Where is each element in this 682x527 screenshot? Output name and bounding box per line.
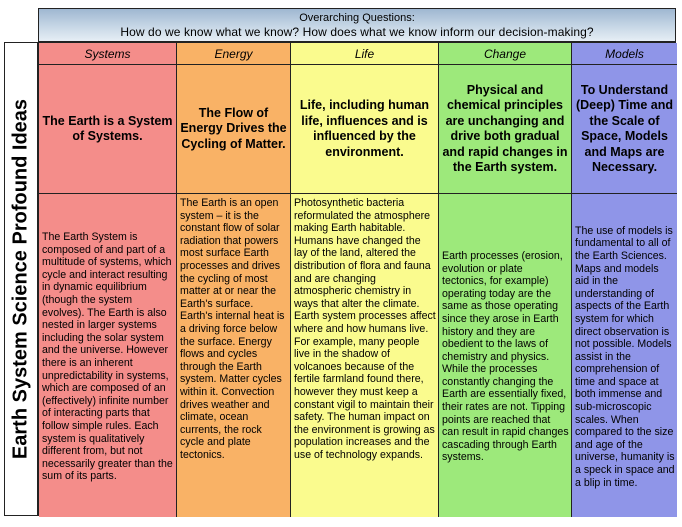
concept-energy bbox=[177, 65, 291, 194]
column-header-energy: Energy bbox=[177, 43, 291, 65]
description-change bbox=[439, 194, 572, 517]
concept-life bbox=[291, 65, 439, 194]
concept-systems bbox=[39, 65, 177, 194]
concept-text: Life, including human life, influences and is influenced by the environment. bbox=[299, 98, 430, 159]
header-questions: How do we know what we know? How does what we know inform our decision-making? bbox=[120, 25, 594, 39]
column-header-change: Change bbox=[439, 43, 572, 65]
description-text: Earth processes (erosion, evolution or plate tectonics, for example) operating today are the same as those operating since they arose in Earth history and they are obedient to the laws of chemistry and physics. While the processes constantly changing the Earth are essentially fixed, their rates are not. Tipping points are reached that can result in rapid changes cascading through Earth systems. bbox=[442, 249, 569, 464]
description-models bbox=[572, 194, 677, 517]
description-text: Photosynthetic bacteria reformulated the atmosphere making Earth habitable. Humans have changed the lay of the land, altered the distribution of flora and fauna and are changing atmospheric chemistry in ways that alter the climate. Earth system processes affect where and how humans live. For example, many people live in the shadow of volcanoes because of the fertile farmland found there, however they must keep a constant vigil to maintain their safety. The human impact on the environment is growing as population increases and the use of technology expands. bbox=[294, 197, 436, 461]
side-title: Earth System Science Profound Ideas bbox=[9, 98, 32, 460]
concept-text: The Flow of Energy Drives the Cycling of Matter. bbox=[180, 105, 287, 151]
concept-change bbox=[439, 65, 572, 194]
concept-models bbox=[572, 65, 677, 194]
concept-text: Physical and chemical principles are unchanging and drive both gradual and rapid changes in the Earth system. bbox=[442, 82, 568, 174]
description-text: The Earth System is composed of and part of a multitude of systems, which cycle and interact resulting in dynamic equilibrium (though the system evolves). The Earth is also nested in larger systems including the solar system and the universe. However there is an inherent unpredictability in systems, which are composed of an (effectively) infinite number of interacting parts that follow simple rules. Each system is qualitatively different from, but not necessarily greater than the sum of its parts. bbox=[42, 231, 173, 483]
description-systems bbox=[39, 194, 177, 517]
description-energy bbox=[177, 194, 291, 517]
overarching-questions-header bbox=[38, 8, 676, 42]
description-text: The Earth is an open system – it is the constant flow of solar radiation that powers most surface Earth processes and drives the cycling of most matter at or near the Earth's surface. Earth's internal heat is a driving force below the surface. Energy flows and cycles through the Earth system. Matter cycles within it. Convection drives weather and climate, ocean currents, the rock cycle and plate tectonics. bbox=[180, 197, 285, 461]
side-title-box bbox=[4, 42, 38, 516]
column-header-life: Life bbox=[291, 43, 439, 65]
profound-ideas-table bbox=[38, 42, 676, 516]
column-header-models: Models bbox=[572, 43, 677, 65]
header-subtitle: Overarching Questions: bbox=[299, 12, 415, 24]
concept-text: The Earth is a System of Systems. bbox=[42, 113, 173, 143]
column-header-systems: Systems bbox=[39, 43, 177, 65]
concept-text: To Understand (Deep) Time and the Scale of Space, Models and Maps are Necessary. bbox=[575, 82, 673, 174]
description-life bbox=[291, 194, 439, 517]
description-text: The use of models is fundamental to all of the Earth Sciences. Maps and models aid in the understanding of aspects of the Earth system for which direct observation is not possible. Models assist in the comprehension of time and space at both immense and sub-microscopic scales. When compared to the size and age of the universe, humanity is a speck in space and a blip in time. bbox=[575, 224, 675, 489]
